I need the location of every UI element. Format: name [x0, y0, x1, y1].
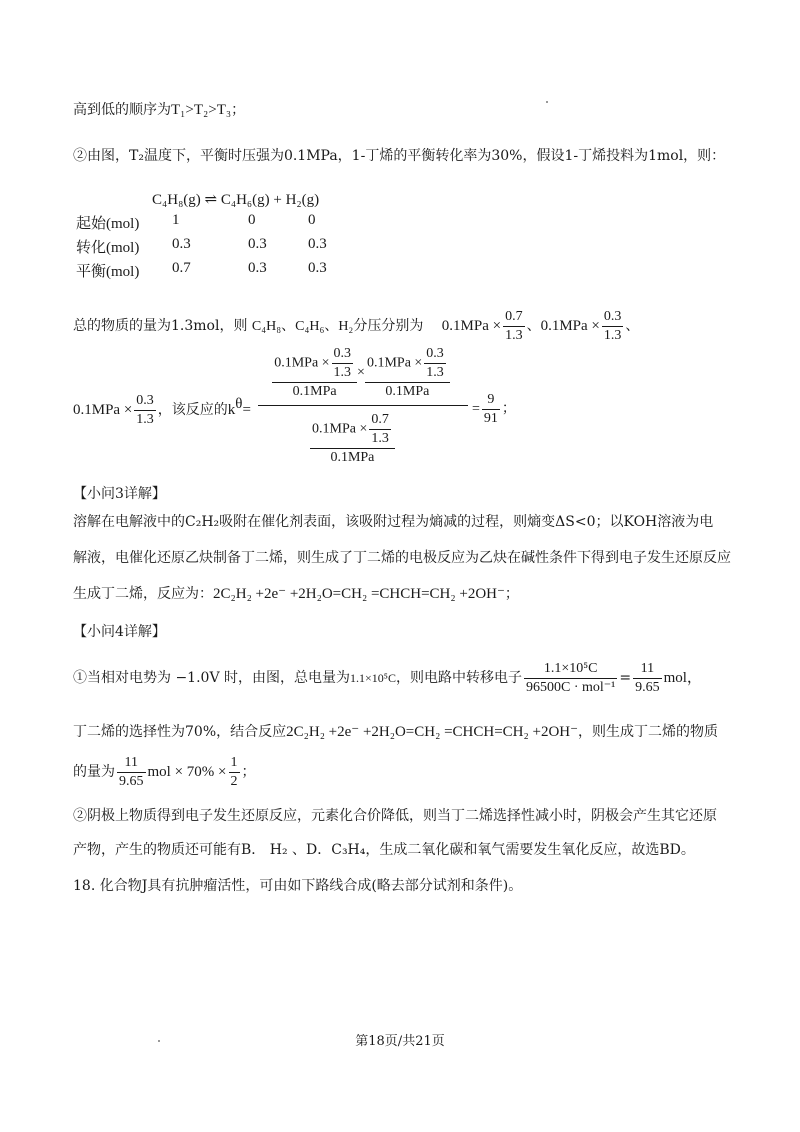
s4-unit: mol，	[663, 670, 702, 686]
nf2-den: 0.1MPa	[365, 382, 450, 401]
nf1-top	[272, 345, 357, 382]
frac-num: 1	[229, 754, 240, 773]
s3-suffix: ；	[504, 586, 519, 602]
s3-equation: 2C₂H₂ +2e⁻ +2H₂O=CH₂ =CHCH=CH₂ +2OH⁻	[213, 586, 505, 602]
fraction-07-13	[503, 308, 525, 345]
sep: 、	[625, 318, 640, 334]
times-sign: ×	[357, 365, 365, 381]
l4-suffix: ，该反应的	[157, 402, 228, 418]
s4-text-2: 丁二烯的选择性为70%，结合反应	[73, 724, 287, 740]
charge-value: 1.1×10⁵C	[350, 671, 396, 685]
s4-equation: 2C₂H₂ +2e⁻ +2H₂O=CH₂ =CHCH=CH₂ +2OH⁻	[286, 724, 579, 740]
l3-species: C₄H₈、C₄H₆、H₂	[251, 319, 354, 334]
l3-prefix: 总的物质的量为1.3mol，则	[73, 318, 248, 334]
frac-den: 1.3	[333, 365, 352, 380]
s4-text-4: ②阴极上物质得到电子发生还原反应，元素化合价降低，则当丁二烯选择性减小时，阴极会产生其它还原	[73, 808, 717, 824]
frac-num: 0.3	[424, 345, 446, 364]
frac-num: 0.3	[602, 308, 624, 327]
s4-suffix-3: ；	[241, 764, 256, 780]
df-inner	[369, 411, 391, 448]
row-label-start: 起始(mol)	[76, 216, 140, 232]
text-line-4	[73, 384, 251, 427]
question-18	[73, 876, 522, 896]
page-footer	[0, 1030, 800, 1049]
nf2-top	[365, 345, 450, 382]
nf1-inner	[332, 345, 354, 382]
numerator-frac-1	[272, 345, 357, 401]
frac-num: 11	[117, 754, 146, 773]
electron-result	[633, 660, 662, 697]
main-fraction-bar	[258, 405, 468, 406]
frac-den: 91	[483, 411, 498, 426]
frac-den: 1.3	[136, 411, 154, 427]
result-eq: =	[472, 401, 480, 417]
table-cell: 0	[308, 212, 316, 228]
s4-mid-3: mol × 70% ×	[147, 764, 227, 780]
s3-text-3: 生成丁二烯，反应为：	[73, 586, 213, 602]
frac-den: 1.3	[371, 431, 389, 446]
scan-dot	[546, 101, 548, 103]
frac-num: 9	[482, 391, 500, 410]
s4-line-3	[73, 752, 256, 792]
frac-num: 1.1×10⁵C	[524, 660, 617, 679]
nf1-coef: 0.1MPa ×	[274, 355, 330, 371]
frac-num: 11	[633, 660, 662, 679]
s4-line-2	[73, 722, 718, 742]
frac-den: 96500C · mol⁻¹	[525, 679, 616, 695]
df-top	[310, 411, 395, 448]
result-end: ；	[501, 401, 516, 417]
reaction-equation	[152, 190, 319, 210]
section-4-heading	[73, 622, 166, 642]
q18-text: 18. 化合物J具有抗肿瘤活性，可由如下路线合成(略去部分试剂和条件)。	[73, 878, 523, 894]
table-cell: 0	[248, 212, 256, 228]
text-line-1	[73, 100, 245, 120]
table-cell: 0.7	[172, 260, 191, 276]
p-coef-3: 0.1MPa ×	[73, 402, 133, 418]
k-label: k	[227, 402, 236, 418]
s4-text-3: 的量为	[73, 764, 115, 780]
s4-mid: ，则电路中转移电子	[395, 670, 522, 686]
fraction-03-13-b	[134, 392, 156, 429]
k-result	[472, 391, 516, 428]
section-3-title: 【小问3详解】	[73, 486, 166, 502]
table-cell: 0.3	[172, 236, 191, 252]
text-line-2	[73, 146, 725, 166]
s4-line-4	[73, 806, 717, 826]
k-sup: θ	[235, 396, 243, 412]
s3-line-1	[73, 512, 713, 532]
df-coef: 0.1MPa ×	[312, 421, 368, 437]
frac-num: 0.7	[503, 308, 525, 327]
l2-text: ②由图，T₂温度下，平衡时压强为0.1MPa，1-丁烯的平衡转化率为30%，假设1-丁烯投料为1mol，则：	[73, 148, 726, 164]
reaction-text: C₄H₈(g) ⇌ C₄H₆(g) + H₂(g)	[152, 192, 320, 208]
l1-suffix: ；	[231, 102, 246, 118]
k-eq: =	[242, 402, 251, 418]
frac-den: 9.65	[119, 773, 144, 789]
s3-text-1: 溶解在电解液中的C₂H₂吸附在催化剂表面，该吸附过程为熵减的过程，则熵变ΔS<0；以KOH溶液为电	[73, 514, 714, 530]
frac-den: 1.3	[603, 327, 622, 343]
table-cell: 0.3	[308, 236, 327, 252]
sep: 、	[526, 318, 541, 334]
table-cell: 0.3	[248, 260, 267, 276]
elec-eq: =	[619, 670, 632, 686]
result-frac	[482, 391, 500, 428]
nf2-inner	[424, 345, 446, 382]
frac-den: 2	[230, 773, 238, 789]
s4-line-1	[73, 658, 702, 698]
numerator-frac-2	[365, 345, 450, 401]
s3-text-2: 解液，电催化还原乙炔制备丁二烯，则生成了丁二烯的电极反应为乙炔在碱性条件下得到电子发生还原反应	[73, 550, 731, 566]
s4-suffix-2: ，则生成丁二烯的物质	[578, 724, 719, 740]
k-numerator	[258, 345, 464, 401]
s4-line-5	[73, 840, 695, 860]
half-fraction	[229, 754, 240, 791]
s4-text-5: 产物，产生的物质还可能有B． H₂ 、D．C₃H₄，生成二氧化碳和氧气需要发生氧化反应，故选BD。	[73, 842, 695, 858]
p-coef-1: 0.1MPa ×	[441, 318, 502, 334]
frac-den: 9.65	[635, 679, 660, 695]
s3-line-2	[73, 548, 731, 568]
table-cell: 0.3	[308, 260, 327, 276]
frac-den: 1.3	[505, 327, 523, 343]
frac-num: 0.7	[369, 411, 391, 430]
nf2-coef: 0.1MPa ×	[366, 355, 423, 371]
denominator-frac	[310, 411, 395, 467]
frac-num: 0.3	[134, 392, 156, 411]
l3-mid: 分压分别为	[353, 318, 424, 334]
page-number: 第18页/共21页	[355, 1034, 445, 1049]
df-den: 0.1MPa	[310, 448, 395, 467]
fraction-03-13	[602, 308, 624, 345]
text-line-3	[73, 306, 639, 346]
s3-line-3	[73, 584, 519, 604]
k-denominator	[310, 411, 395, 467]
temperature-order: T₁>T₂>T₃	[171, 102, 232, 118]
table-cell: 0.3	[248, 236, 267, 252]
electron-fraction	[524, 660, 617, 697]
nf1-den: 0.1MPa	[272, 382, 357, 401]
section-4-title: 【小问4详解】	[73, 624, 166, 640]
s4-text-1: ①当相对电势为 −1.0V 时，由图，总电量为	[73, 670, 351, 686]
row-label-equilibrium: 平衡(mol)	[76, 264, 140, 280]
moles-fraction	[117, 754, 146, 791]
l1-prefix: 高到低的顺序为	[73, 102, 171, 118]
frac-num: 0.3	[332, 345, 354, 364]
p-coef-2: 0.1MPa ×	[540, 318, 600, 334]
row-label-change: 转化(mol)	[76, 240, 140, 256]
frac-den: 1.3	[426, 365, 444, 380]
section-3-heading	[73, 484, 166, 504]
table-cell: 1	[172, 212, 180, 228]
